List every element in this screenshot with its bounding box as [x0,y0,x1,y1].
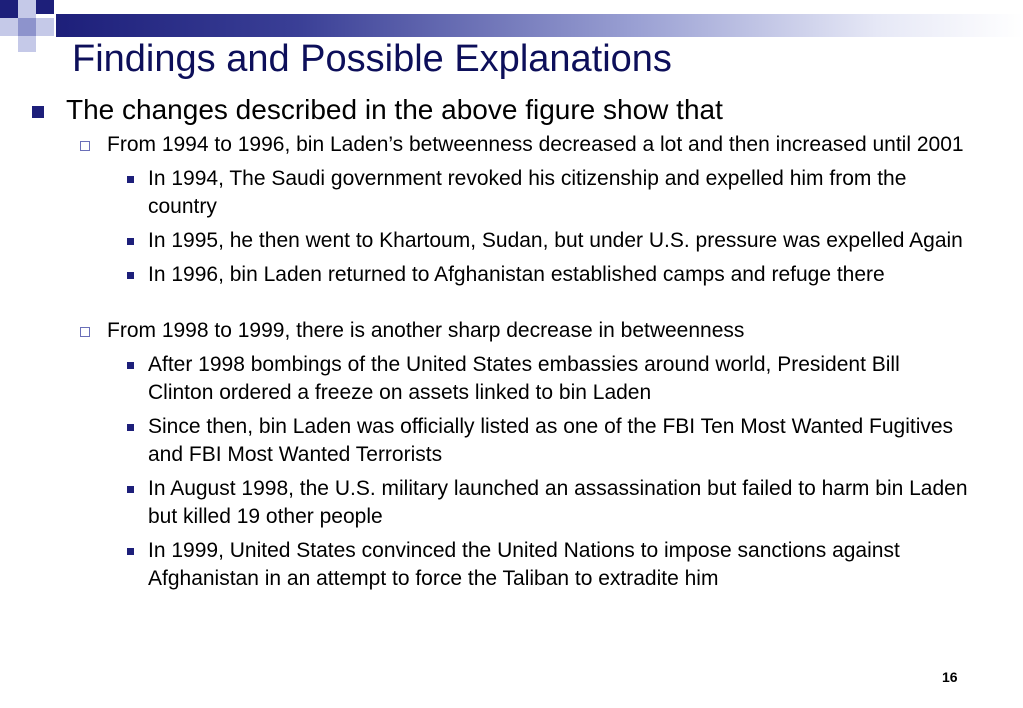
decor-square [36,0,54,14]
decor-square [36,18,54,36]
bullet-level3 [0,351,968,407]
bullet-text: From 1994 to 1996, bin Laden’s betweenness decreased a lot and then increased until 2001 [107,133,964,156]
bullet-text: After 1998 bombings of the United States embassies around world, President Bill Clinton ordered a freeze on assets linked to bin Laden [148,353,900,404]
decor-square [18,36,36,52]
bullet-level3 [0,413,968,469]
header-gradient-bar [56,14,1023,37]
square-bullet-icon [127,272,134,279]
square-bullet-icon [127,176,134,183]
bullet-text: Since then, bin Laden was officially listed as one of the FBI Ten Most Wanted Fugitives and FBI Most Wanted Terrorists [148,415,954,466]
hollow-square-bullet-icon [80,327,90,337]
bullet-level3 [0,537,968,593]
bullet-text: From 1998 to 1999, there is another sharp decrease in betweenness [107,319,745,342]
decor-square [18,0,36,18]
bullet-level3 [0,227,968,255]
bullet-level1 [0,92,966,128]
bullet-level2 [0,317,967,345]
square-bullet-icon [32,106,44,118]
square-bullet-icon [127,486,134,493]
bullet-text: In 1996, bin Laden returned to Afghanistan established camps and refuge there [148,263,885,286]
decor-square [18,18,36,36]
decor-square [0,18,18,36]
bullet-level3 [0,165,968,221]
bullet-text: In 1994, The Saudi government revoked his citizenship and expelled him from the country [148,167,907,218]
bullet-level2 [0,131,967,159]
square-bullet-icon [127,424,134,431]
bullet-text: In 1995, he then went to Khartoum, Sudan, but under U.S. pressure was expelled Again [148,229,963,252]
decor-square [0,0,18,18]
bullet-text: The changes described in the above figure show that [66,94,723,125]
bullet-text: In 1999, United States convinced the United Nations to impose sanctions against Afghanistan in an attempt to force the Taliban to extradite him [148,539,900,590]
square-bullet-icon [127,238,134,245]
page-number: 16 [942,669,958,685]
slide-title: Findings and Possible Explanations [72,38,672,80]
square-bullet-icon [127,362,134,369]
slide-content [0,92,1000,593]
bullet-level3 [0,475,968,531]
bullet-level3 [0,261,968,289]
square-bullet-icon [127,548,134,555]
bullet-text: In August 1998, the U.S. military launched an assassination but failed to harm bin Laden but killed 19 other people [148,477,968,528]
hollow-square-bullet-icon [80,141,90,151]
